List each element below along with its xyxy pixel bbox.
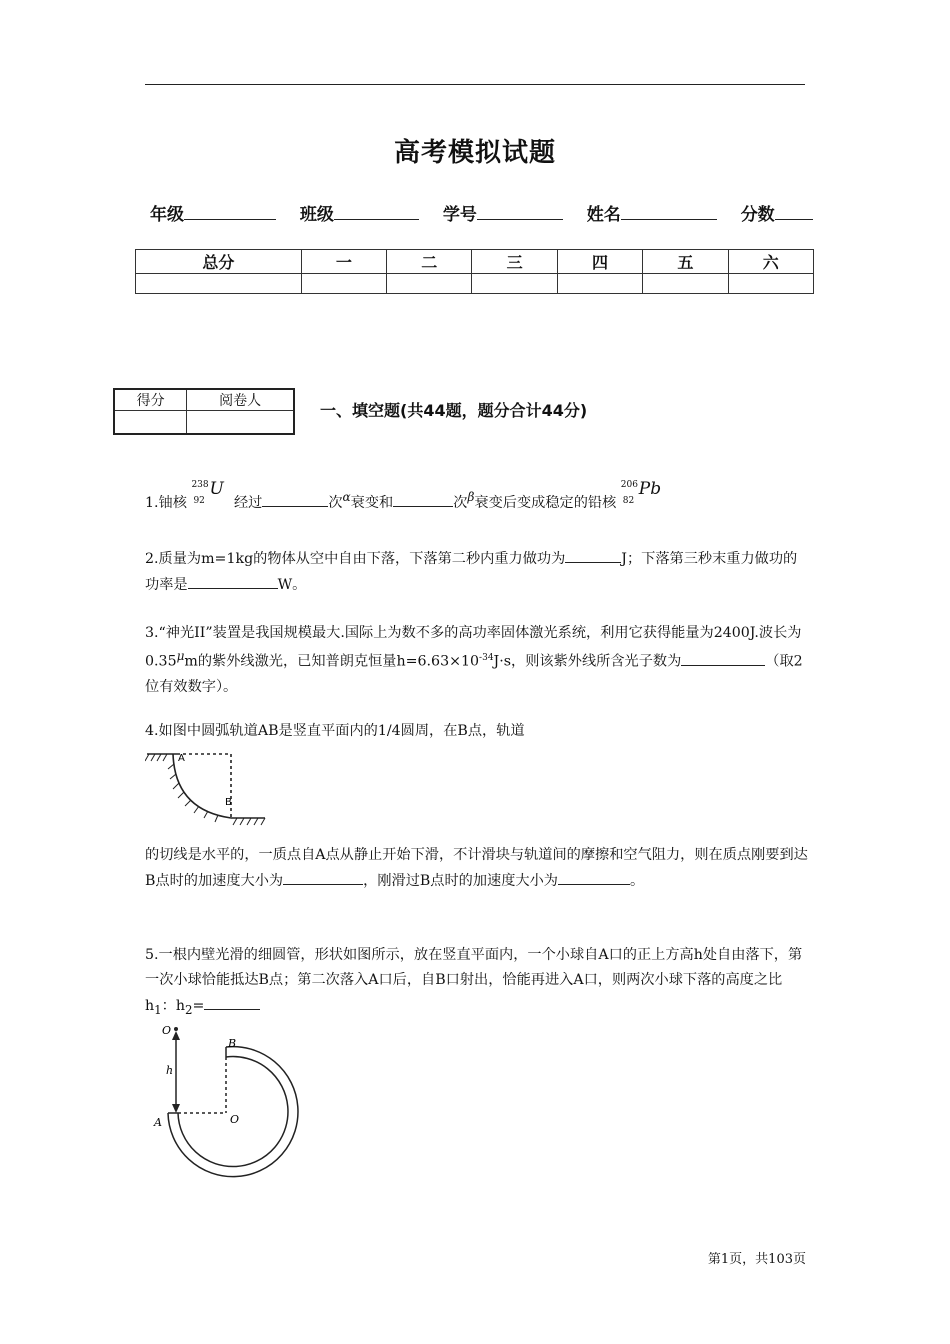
circular-tube-figure (140, 1020, 300, 1180)
question-2: 2.质量为m=1kg的物体从空中自由下落，下落第二秒内重力做功为 J；下落第三秒末重力做功的功率是 W。 (145, 546, 810, 598)
question-4-intro: 4.如图中圆弧轨道AB是竖直平面内的1/4圆周，在B点，轨道 (145, 723, 525, 739)
score-cell[interactable] (643, 274, 728, 294)
answer-blank[interactable] (283, 868, 363, 885)
grader-cell[interactable] (187, 411, 294, 435)
point-o-top-label: O (162, 1024, 172, 1037)
class-blank[interactable] (334, 201, 419, 220)
score-cell[interactable] (387, 274, 472, 294)
lead-nuclide: 206 82 Pb (620, 479, 662, 506)
score-blank[interactable] (775, 201, 813, 220)
answer-blank[interactable] (188, 572, 278, 589)
hatching (145, 754, 265, 825)
page-title: 高考模拟试题 (393, 138, 556, 168)
score-table (135, 249, 814, 294)
arc-track-figure (145, 748, 270, 830)
student-id-field: 学号 (443, 200, 563, 225)
question-3: 3.“神光II”装置是我国规模最大.国际上为数不多的高功率固体激光系统，利用它获得能量为2400J.波长为$0.35^\mu m$的紫外线激光，已知普朗克恒量$h=6.63\times 10^{-34}J\cdot s$，则该紫外线所含光子数为 （取2位有效数字）。 (145, 625, 803, 695)
point-b-label: B (228, 1037, 237, 1050)
answer-blank[interactable] (681, 649, 765, 666)
uranium-nuclide: 238 92 U (191, 479, 224, 506)
score-table-value-row (136, 274, 814, 294)
top-rule (145, 84, 805, 85)
arrow-head-up (172, 1031, 180, 1040)
answer-blank[interactable] (558, 868, 630, 885)
grade-blank[interactable] (184, 201, 276, 220)
score-cell[interactable] (557, 274, 642, 294)
score-cell[interactable] (301, 274, 386, 294)
score-cell[interactable] (472, 274, 557, 294)
question-5: 5.一根内壁光滑的细圆管，形状如图所示，放在竖直平面内，一个小球自A口的正上方高h处自由落下，第一次小球恰能抵达B点；第二次落入A口后，自B口射出，恰能再进入A口，则两次小球下落的高度之比$h_1$：$h_2=$ (145, 947, 803, 1017)
center-o-label: O (230, 1113, 240, 1126)
student-info-row (150, 200, 831, 225)
name-field: 姓名 (587, 200, 717, 225)
grader-header-row (114, 389, 294, 411)
grade-field: 年级 (150, 200, 276, 225)
score-header-2: 二 (387, 250, 472, 274)
score-header-4: 四 (557, 250, 642, 274)
score-cell[interactable] (728, 274, 813, 294)
class-field: 班级 (300, 200, 419, 225)
grader-cell[interactable] (114, 411, 187, 435)
question-1: 1.铀核 238 92 U 经过 次$^\alpha$衰变和 次$^\beta$衰变后变成稳定的铅核 206 82 Pb (145, 479, 662, 511)
student-id-blank[interactable] (477, 201, 563, 220)
score-header-6: 六 (728, 250, 813, 274)
page-footer: 第1页，共103页 (707, 1252, 806, 1267)
point-a-label: A (154, 1116, 162, 1129)
score-header-1: 一 (301, 250, 386, 274)
point-b-label: B (225, 797, 232, 808)
score-table-header-row (136, 250, 814, 274)
score-header-5: 五 (643, 250, 728, 274)
score-cell[interactable] (136, 274, 302, 294)
ball-start-point (174, 1027, 178, 1031)
answer-blank[interactable] (262, 490, 328, 507)
answer-blank[interactable] (565, 546, 621, 563)
height-h-label: h (166, 1064, 174, 1077)
grader-value-row (114, 411, 294, 435)
grader-table (113, 388, 295, 435)
point-a-label: A (178, 753, 185, 764)
score-header-3: 三 (472, 250, 557, 274)
question-4-body: 的切线是水平的，一质点自A点从静止开始下滑，不计滑块与轨道间的摩擦和空气阻力，则在质点刚要到达B点时的加速度大小为 ，刚滑过B点时的加速度大小为 。 (145, 847, 808, 889)
answer-blank[interactable] (204, 993, 260, 1010)
section-heading: 一、填空题(共44题，题分合计44分) (320, 401, 588, 420)
score-header-total: 总分 (136, 250, 302, 274)
tube-outer-wall (168, 1047, 298, 1177)
grader-header-score: 得分 (114, 389, 187, 411)
name-blank[interactable] (621, 201, 717, 220)
answer-blank[interactable] (393, 490, 453, 507)
tube-inner-wall (178, 1057, 288, 1167)
grader-header-reviewer: 阅卷人 (187, 389, 294, 411)
arrow-head-down (172, 1104, 180, 1113)
score-field: 分数 (741, 200, 813, 225)
